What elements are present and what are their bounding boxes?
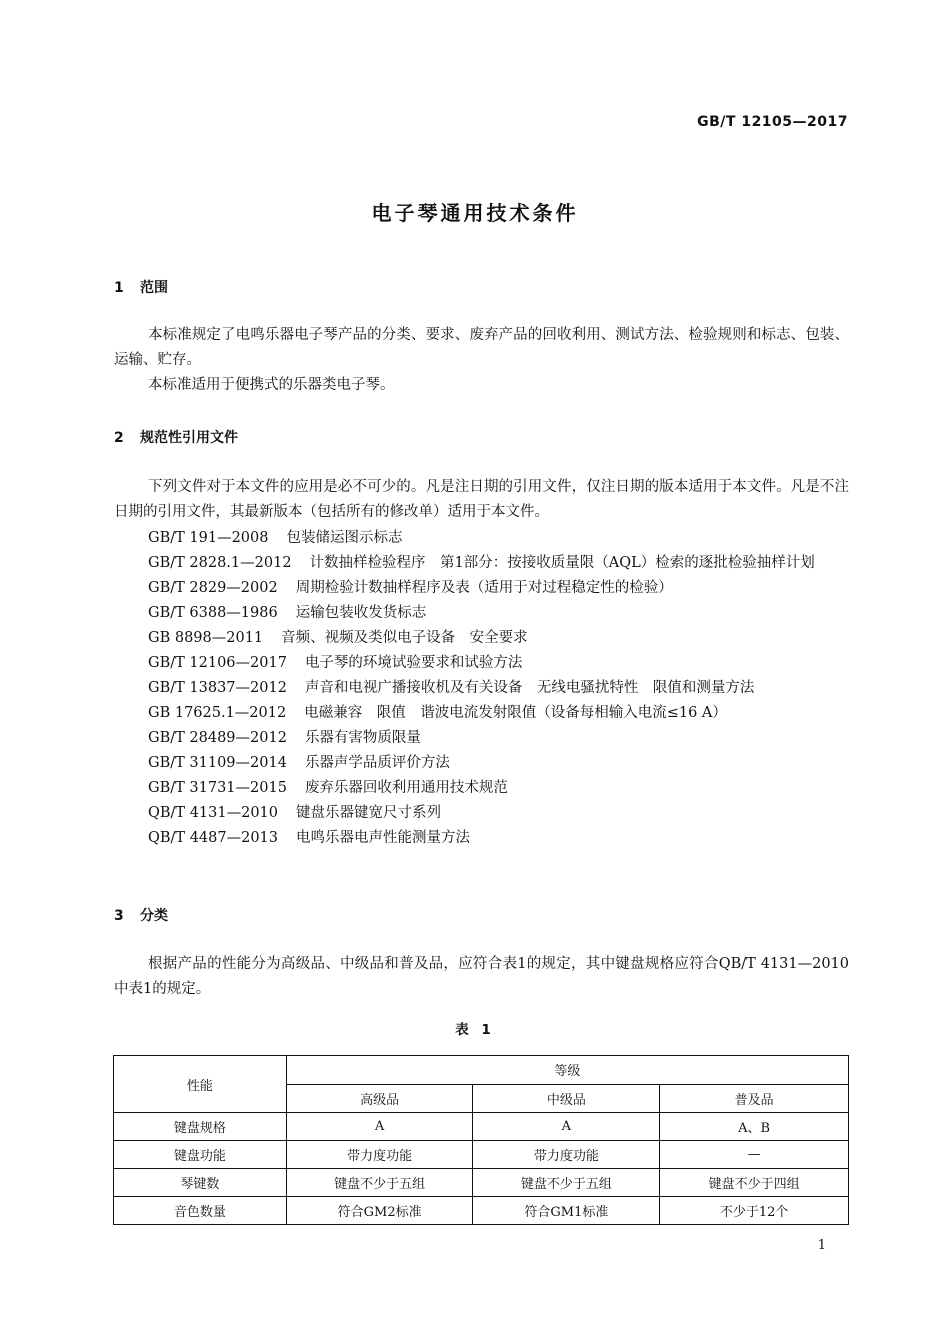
reference-item: [114, 826, 849, 851]
table-cell-property: 键盘功能: [114, 1141, 287, 1169]
table-row: [114, 1197, 849, 1225]
reference-item: [114, 726, 849, 751]
table-caption: 表 1: [455, 1022, 495, 1038]
table-cell: 键盘不少于五组: [286, 1169, 473, 1197]
header-property: 性能: [114, 1056, 287, 1113]
reference-code: GB/T 13837—2012: [148, 680, 287, 696]
table-cell: 不少于12个: [660, 1197, 849, 1225]
section-1-heading: [114, 277, 168, 297]
section-1-title: 范围: [140, 280, 168, 296]
reference-item: [114, 626, 849, 651]
reference-title: 电磁兼容 限值 谐波电流发射限值（设备每相输入电流≤16 A）: [304, 705, 727, 721]
reference-code: GB/T 31731—2015: [148, 780, 287, 796]
reference-title: 包装储运图示标志: [286, 530, 403, 546]
reference-item: [114, 676, 849, 701]
reference-list: [114, 526, 849, 851]
table-cell: A、B: [660, 1113, 849, 1141]
section-2-number: 2: [114, 430, 124, 446]
section-2-intro: 下列文件对于本文件的应用是必不可少的。凡是注日期的引用文件，仅注日期的版本适用于本文件。凡是不注日期的引用文件，其最新版本（包括所有的修改单）适用于本文件。: [114, 479, 849, 520]
reference-item: [114, 701, 849, 726]
reference-code: GB 8898—2011: [148, 630, 264, 646]
table-cell: 带力度功能: [286, 1141, 473, 1169]
section-2-heading: [114, 427, 238, 447]
reference-title: 音频、视频及类似电子设备 安全要求: [281, 630, 528, 646]
table-row: [114, 1113, 849, 1141]
table-row: [114, 1141, 849, 1169]
reference-code: GB/T 191—2008: [148, 530, 269, 546]
reference-code: GB/T 2828.1—2012: [148, 555, 292, 571]
reference-item: [114, 551, 849, 576]
reference-item: [114, 801, 849, 826]
reference-code: GB/T 6388—1986: [148, 605, 278, 621]
standard-number: GB/T 12105—2017: [697, 114, 848, 130]
reference-title: 电鸣乐器电声性能测量方法: [296, 830, 471, 846]
reference-code: GB/T 31109—2014: [148, 755, 287, 771]
reference-item: [114, 751, 849, 776]
reference-title: 计数抽样检验程序 第1部分：按接收质量限（AQL）检索的逐批检验抽样计划: [309, 555, 815, 571]
table-cell: 符合GM2标准: [286, 1197, 473, 1225]
section-1-paragraph-1: 本标准规定了电鸣乐器电子琴产品的分类、要求、废弃产品的回收利用、测试方法、检验规则和标志、包装、运输、贮存。: [114, 327, 849, 368]
table-cell: 键盘不少于四组: [660, 1169, 849, 1197]
section-3-title: 分类: [140, 908, 168, 924]
reference-item: [114, 526, 849, 551]
table-cell: 符合GM1标准: [473, 1197, 660, 1225]
section-3-heading: [114, 905, 168, 925]
section-1-paragraph-2: 本标准适用于便携式的乐器类电子琴。: [148, 377, 395, 393]
table-cell: 键盘不少于五组: [473, 1169, 660, 1197]
reference-item: [114, 776, 849, 801]
reference-code: GB/T 12106—2017: [148, 655, 287, 671]
reference-title: 电子琴的环境试验要求和试验方法: [304, 655, 523, 671]
table-cell: 带力度功能: [473, 1141, 660, 1169]
reference-title: 运输包装收发货标志: [295, 605, 427, 621]
table-cell-property: 音色数量: [114, 1197, 287, 1225]
reference-title: 声音和电视广播接收机及有关设备 无线电骚扰特性 限值和测量方法: [304, 680, 755, 696]
header-grade-high: 高级品: [286, 1084, 473, 1113]
reference-title: 乐器有害物质限量: [304, 730, 421, 746]
reference-item: [114, 576, 849, 601]
reference-item: [114, 601, 849, 626]
table-header-row: [114, 1056, 849, 1085]
reference-title: 周期检验计数抽样程序及表（适用于对过程稳定性的检验）: [295, 580, 673, 596]
reference-code: GB/T 28489—2012: [148, 730, 287, 746]
table-cell-property: 琴键数: [114, 1169, 287, 1197]
header-grade: 等级: [286, 1056, 848, 1085]
reference-title: 废弃乐器回收利用通用技术规范: [304, 780, 508, 796]
reference-item: [114, 651, 849, 676]
reference-code: GB 17625.1—2012: [148, 705, 287, 721]
reference-code: GB/T 2829—2002: [148, 580, 278, 596]
classification-table: [113, 1055, 849, 1225]
document-title: 电子琴通用技术条件: [371, 201, 579, 225]
reference-title: 键盘乐器键宽尺寸系列: [296, 805, 442, 821]
table-row: [114, 1169, 849, 1197]
table-cell: A: [286, 1113, 473, 1141]
section-3-number: 3: [114, 908, 124, 924]
section-2-title: 规范性引用文件: [140, 430, 238, 446]
table-cell: A: [473, 1113, 660, 1141]
section-3-paragraph: 根据产品的性能分为高级品、中级品和普及品，应符合表1的规定，其中键盘规格应符合QB/T 4131—2010中表1的规定。: [114, 956, 849, 997]
page-number: 1: [817, 1238, 826, 1253]
reference-title: 乐器声学品质评价方法: [304, 755, 450, 771]
table-cell-property: 键盘规格: [114, 1113, 287, 1141]
reference-code: QB/T 4487—2013: [148, 830, 279, 846]
header-grade-basic: 普及品: [660, 1084, 849, 1113]
section-1-number: 1: [114, 280, 124, 296]
table-cell: —: [660, 1141, 849, 1169]
reference-code: QB/T 4131—2010: [148, 805, 279, 821]
header-grade-medium: 中级品: [473, 1084, 660, 1113]
